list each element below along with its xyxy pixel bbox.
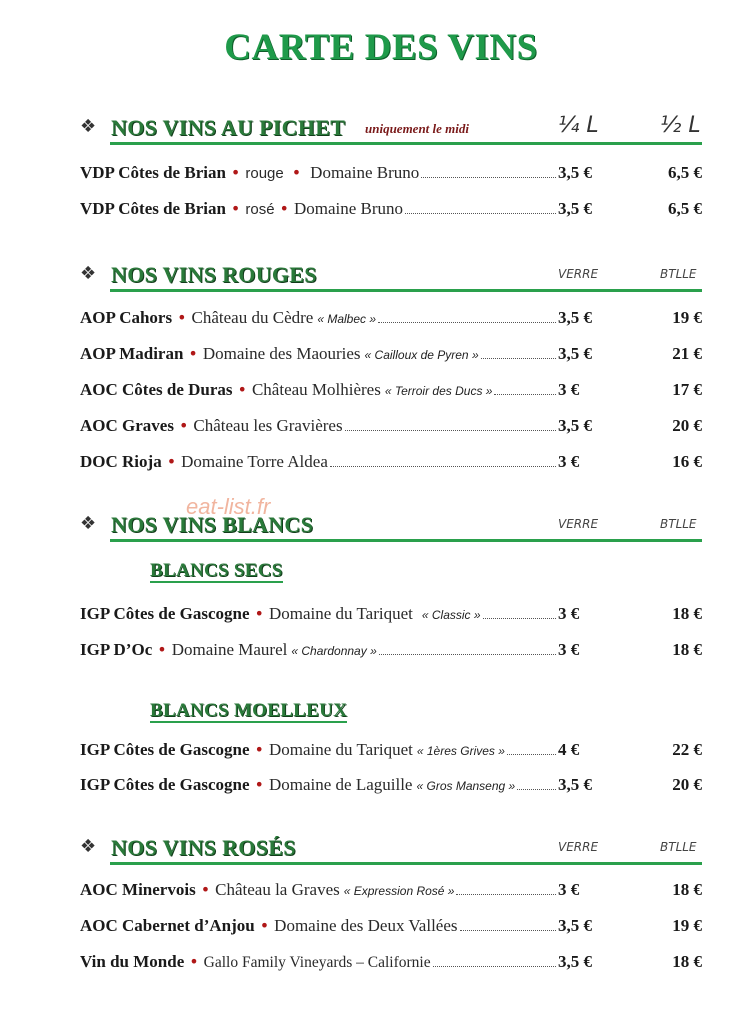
bullet-dot-icon: • (166, 452, 177, 471)
dotted-leader (460, 930, 556, 931)
section-underline (110, 539, 702, 542)
wine-appellation: VDP Côtes de Brian (80, 163, 226, 182)
bullet-dot-icon: • (279, 199, 289, 218)
wine-producer: Gallo Family Vineyards – Californie (203, 954, 431, 971)
dotted-leader (405, 213, 556, 214)
price-bottle: 18 € (672, 952, 702, 971)
bullet-dot-icon: • (254, 775, 264, 794)
section-header-roses (80, 835, 702, 863)
bullet-dot-icon: • (188, 344, 198, 363)
bullet-dot-icon: • (230, 199, 241, 218)
price-glass: 3 € (558, 604, 580, 623)
section-title: NOS VINS ROSÉS (111, 835, 296, 860)
diamond-bullet-icon: ❖ (80, 116, 97, 137)
wine-row (80, 380, 702, 404)
bullet-dot-icon: • (157, 640, 167, 659)
wine-producer: Domaine du Tariquet (268, 604, 413, 623)
bullet-dot-icon: • (189, 952, 199, 971)
wine-cuvee: « Expression Rosé » (343, 884, 455, 898)
price-quarter-liter: 3,5 € (558, 163, 592, 182)
dotted-leader (494, 394, 556, 395)
wine-appellation: AOP Madiran (80, 344, 184, 363)
bullet-dot-icon: • (177, 308, 187, 327)
price-half-liter: 6,5 € (668, 163, 702, 182)
price-glass: 3,5 € (558, 308, 592, 327)
column-header-half-liter: ½ L (660, 113, 701, 138)
price-bottle: 17 € (672, 380, 702, 399)
dotted-leader (517, 789, 556, 790)
wine-producer: Domaine Bruno (310, 163, 420, 182)
bullet-dot-icon: • (178, 416, 189, 435)
wine-cuvee: « Terroir des Ducs » (384, 384, 493, 398)
bullet-dot-icon: • (254, 740, 264, 759)
bullet-dot-icon: • (237, 380, 247, 399)
bullet-dot-icon: • (200, 880, 211, 899)
column-header-bottle: BTLLE (660, 840, 697, 854)
section-title: NOS VINS AU PICHET (111, 115, 346, 140)
price-bottle: 19 € (672, 916, 702, 935)
wine-row (80, 916, 702, 940)
wine-producer: Domaine Bruno (293, 199, 404, 218)
dotted-leader (330, 466, 556, 467)
wine-cuvee: « Malbec » (317, 312, 377, 326)
menu-title: CARTE DES VINS (224, 27, 538, 68)
wine-appellation: AOC Cabernet d’Anjou (80, 916, 255, 935)
wine-producer: Domaine des Deux Vallées (274, 916, 458, 935)
wine-producer: Château Molhières (251, 380, 381, 399)
dotted-leader (456, 894, 556, 895)
price-bottle: 19 € (672, 308, 702, 327)
price-half-liter: 6,5 € (668, 199, 702, 218)
wine-row (80, 604, 702, 628)
column-header-quarter-liter: ¼ L (558, 113, 599, 138)
wine-color: rouge (245, 165, 284, 182)
section-note: uniquement le midi (365, 121, 470, 136)
dotted-leader (378, 322, 556, 323)
price-glass: 3,5 € (558, 952, 592, 971)
subsection-title-text: BLANCS MOELLEUX (150, 700, 348, 721)
dotted-leader (379, 654, 556, 655)
dotted-leader (433, 966, 556, 967)
price-glass: 3,5 € (558, 916, 592, 935)
bullet-dot-icon: • (259, 916, 270, 935)
price-bottle: 18 € (672, 880, 702, 899)
wine-producer: Domaine Torre Aldea (181, 452, 328, 471)
diamond-bullet-icon: ❖ (80, 263, 97, 284)
column-header-glass: VERRE (558, 517, 599, 531)
wine-appellation: IGP Côtes de Gascogne (80, 604, 250, 623)
price-glass: 3 € (558, 880, 580, 899)
wine-appellation: IGP D’Oc (80, 640, 153, 659)
section-header-blancs (80, 512, 702, 540)
wine-row (80, 640, 702, 664)
diamond-bullet-icon: ❖ (80, 836, 97, 857)
wine-row (80, 452, 702, 476)
wine-producer: Domaine de Laguille (268, 775, 413, 794)
price-glass: 3,5 € (558, 775, 592, 794)
wine-cuvee: « Cailloux de Pyren » (364, 348, 479, 362)
section-title: NOS VINS BLANCS (111, 512, 314, 537)
dotted-leader (481, 358, 556, 359)
price-bottle: 18 € (672, 640, 702, 659)
subsection-underline (150, 721, 347, 723)
wine-appellation: DOC Rioja (80, 452, 162, 471)
bullet-dot-icon: • (254, 604, 264, 623)
price-glass: 3,5 € (558, 416, 592, 435)
wine-appellation: AOC Graves (80, 416, 174, 435)
section-title: NOS VINS ROUGES (111, 262, 317, 287)
wine-row (80, 880, 702, 904)
price-bottle: 21 € (672, 344, 702, 363)
wine-producer: Château les Gravières (193, 416, 343, 435)
wine-appellation: IGP Côtes de Gascogne (80, 775, 250, 794)
watermark: eat-list.fr (186, 494, 271, 519)
price-glass: 3 € (558, 452, 580, 471)
section-underline (110, 862, 702, 865)
price-bottle: 22 € (672, 740, 702, 759)
subsection-title-blancs-moelleux (150, 700, 347, 723)
column-header-glass: VERRE (558, 267, 599, 281)
price-quarter-liter: 3,5 € (558, 199, 592, 218)
wine-appellation: VDP Côtes de Brian (80, 199, 226, 218)
wine-row (80, 163, 702, 187)
wine-row (80, 775, 702, 799)
price-glass: 3 € (558, 380, 580, 399)
wine-appellation: IGP Côtes de Gascogne (80, 740, 250, 759)
section-underline (110, 289, 702, 292)
wine-appellation: AOP Cahors (80, 308, 173, 327)
price-glass: 3 € (558, 640, 580, 659)
wine-cuvee: « 1ères Grives » (416, 744, 505, 758)
bullet-dot-icon: • (291, 163, 302, 182)
subsection-title-blancs-secs (150, 560, 283, 583)
price-bottle: 20 € (672, 775, 702, 794)
column-header-bottle: BTLLE (660, 267, 697, 281)
subsection-title-text: BLANCS SECS (150, 560, 283, 581)
wine-appellation: Vin du Monde (80, 952, 185, 971)
wine-cuvee: « Gros Manseng » (416, 779, 516, 793)
section-underline (110, 142, 702, 145)
wine-row (80, 416, 702, 440)
wine-producer: Château la Graves (215, 880, 340, 899)
price-bottle: 20 € (672, 416, 702, 435)
dotted-leader (345, 430, 556, 431)
wine-color: rosé (245, 201, 275, 218)
wine-row (80, 199, 702, 223)
price-bottle: 18 € (672, 604, 702, 623)
price-glass: 4 € (558, 740, 580, 759)
wine-appellation: AOC Côtes de Duras (80, 380, 233, 399)
section-header-pichet (80, 115, 702, 143)
wine-row (80, 740, 702, 764)
dotted-leader (421, 177, 556, 178)
wine-cuvee: « Classic » (421, 608, 481, 622)
wine-producer: Domaine Maurel (171, 640, 288, 659)
wine-row (80, 344, 702, 368)
wine-cuvee: « Chardonnay » (291, 644, 377, 658)
wine-appellation: AOC Minervois (80, 880, 196, 899)
wine-producer: Domaine du Tariquet (268, 740, 413, 759)
column-header-bottle: BTLLE (660, 517, 697, 531)
wine-producer: Domaine des Maouries (202, 344, 361, 363)
price-bottle: 16 € (672, 452, 702, 471)
column-header-glass: VERRE (558, 840, 599, 854)
wine-row (80, 952, 702, 976)
wine-row (80, 308, 702, 332)
bullet-dot-icon: • (230, 163, 241, 182)
wine-producer: Château du Cèdre (191, 308, 314, 327)
dotted-leader (507, 754, 556, 755)
price-glass: 3,5 € (558, 344, 592, 363)
subsection-underline (150, 581, 283, 583)
diamond-bullet-icon: ❖ (80, 513, 97, 534)
dotted-leader (483, 618, 556, 619)
section-header-rouges (80, 262, 702, 290)
